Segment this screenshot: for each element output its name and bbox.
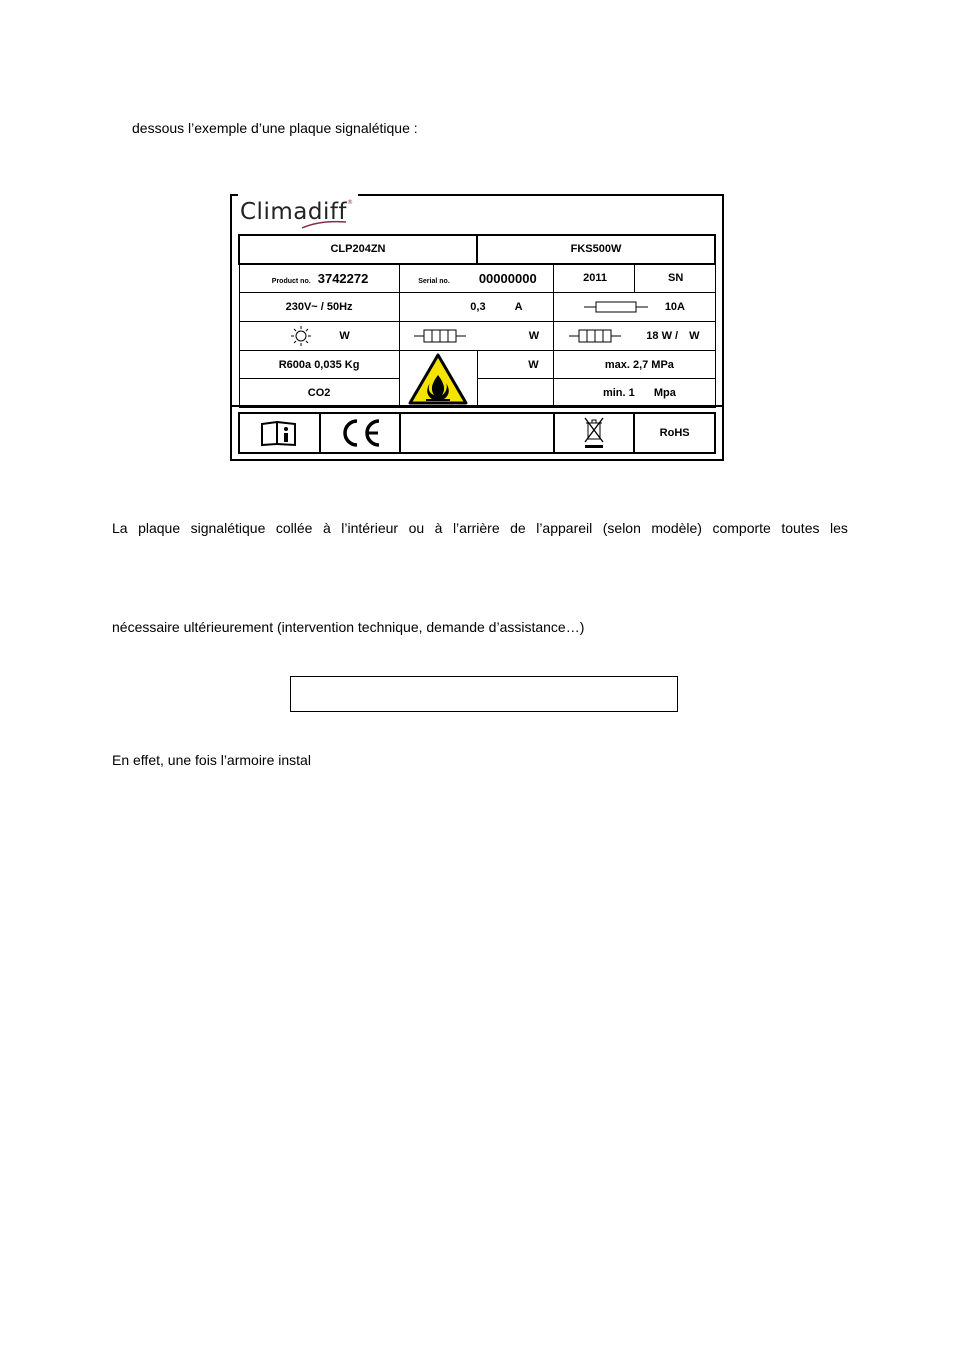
flammable-unit: W — [528, 358, 539, 371]
variant-cell: FKS500W — [477, 235, 715, 264]
product-no-label: Product no. — [271, 277, 311, 285]
description-line — [112, 520, 848, 536]
description-continuation: nécessaire ultérieurement (intervention technique, demande d’assistance…) — [112, 619, 585, 635]
weee-cell — [554, 413, 635, 453]
rohs-cell: RoHS — [634, 413, 715, 453]
heater-icon — [569, 328, 621, 344]
description-word: l’arrière — [452, 520, 500, 536]
flammable-warning-icon — [408, 353, 468, 405]
model-cell: CLP204ZN — [239, 235, 477, 264]
plate-symbols-row — [238, 412, 716, 454]
description-word: (selon — [602, 520, 641, 536]
current-unit: A — [514, 300, 523, 313]
rating-plate — [230, 194, 724, 461]
empty-box — [290, 676, 678, 712]
description-word: toutes — [781, 520, 820, 536]
fuse-cell — [554, 293, 715, 322]
min-pressure-unit: Mpa — [653, 387, 676, 400]
min-pressure-cell — [554, 379, 715, 408]
description-word: les — [829, 520, 848, 536]
description-word: La — [112, 520, 128, 536]
description-word: collée — [275, 520, 313, 536]
logo-reg: ® — [347, 199, 354, 206]
weee-bin-icon — [582, 416, 606, 450]
heater1-cell — [399, 321, 554, 350]
heater1-unit: W — [528, 329, 540, 342]
lamp-unit: W — [339, 329, 350, 342]
current-cell — [399, 293, 554, 322]
description-word: comporte — [712, 520, 771, 536]
min-pressure-value: min. 1 — [602, 387, 635, 400]
max-pressure-cell: max. 2,7 MPa — [554, 350, 715, 379]
current-value: 0,3 — [470, 300, 486, 313]
description-word: l’intérieur — [341, 520, 399, 536]
serial-no-cell — [399, 264, 554, 293]
description-word: ou — [408, 520, 425, 536]
logo-text: Climadiff — [240, 199, 348, 225]
product-no-cell — [239, 264, 399, 293]
year-cell: 2011 — [554, 264, 635, 293]
voltage-cell: 230V~ / 50Hz — [239, 293, 399, 322]
flammable-unit-cell — [477, 350, 554, 379]
blowing-agent-cell: CO2 — [239, 379, 399, 408]
lamp-icon — [288, 325, 314, 347]
blank-symbol-cell — [400, 413, 554, 453]
description-word: à — [434, 520, 443, 536]
refrigerant-cell: R600a 0,035 Kg — [239, 350, 399, 379]
manual-icon — [259, 419, 299, 447]
flammable-cell — [399, 350, 477, 408]
description-word: l’appareil — [536, 520, 593, 536]
serial-no-value: 00000000 — [478, 270, 537, 286]
description-word: signalétique — [190, 520, 266, 536]
description-word: à — [322, 520, 331, 536]
intro-text: dessous l’exemple d’une plaque signalétique : — [132, 120, 418, 136]
heater2-unit: W — [689, 329, 700, 342]
ce-cell — [320, 413, 400, 453]
product-no-value: 3742272 — [317, 270, 369, 286]
description-word: plaque — [138, 520, 181, 536]
fuse-value: 10A — [664, 300, 685, 313]
logo-swoosh-icon — [300, 218, 350, 232]
serial-no-label: Serial no. — [418, 277, 450, 285]
fuse-icon — [584, 300, 648, 314]
climate-class-cell: SN — [634, 264, 715, 293]
heater-icon — [414, 328, 466, 344]
closing-text: En effet, une fois l’armoire instal — [112, 752, 311, 768]
manual-cell — [239, 413, 320, 453]
heater2-value: 18 W / — [646, 329, 679, 342]
description-word: modèle) — [651, 520, 702, 536]
lamp-cell — [239, 321, 399, 350]
plate-data-grid — [238, 234, 716, 408]
empty-cell — [477, 379, 554, 408]
heater2-cell — [554, 321, 715, 350]
ce-mark-icon — [337, 417, 383, 449]
description-word: de — [510, 520, 526, 536]
